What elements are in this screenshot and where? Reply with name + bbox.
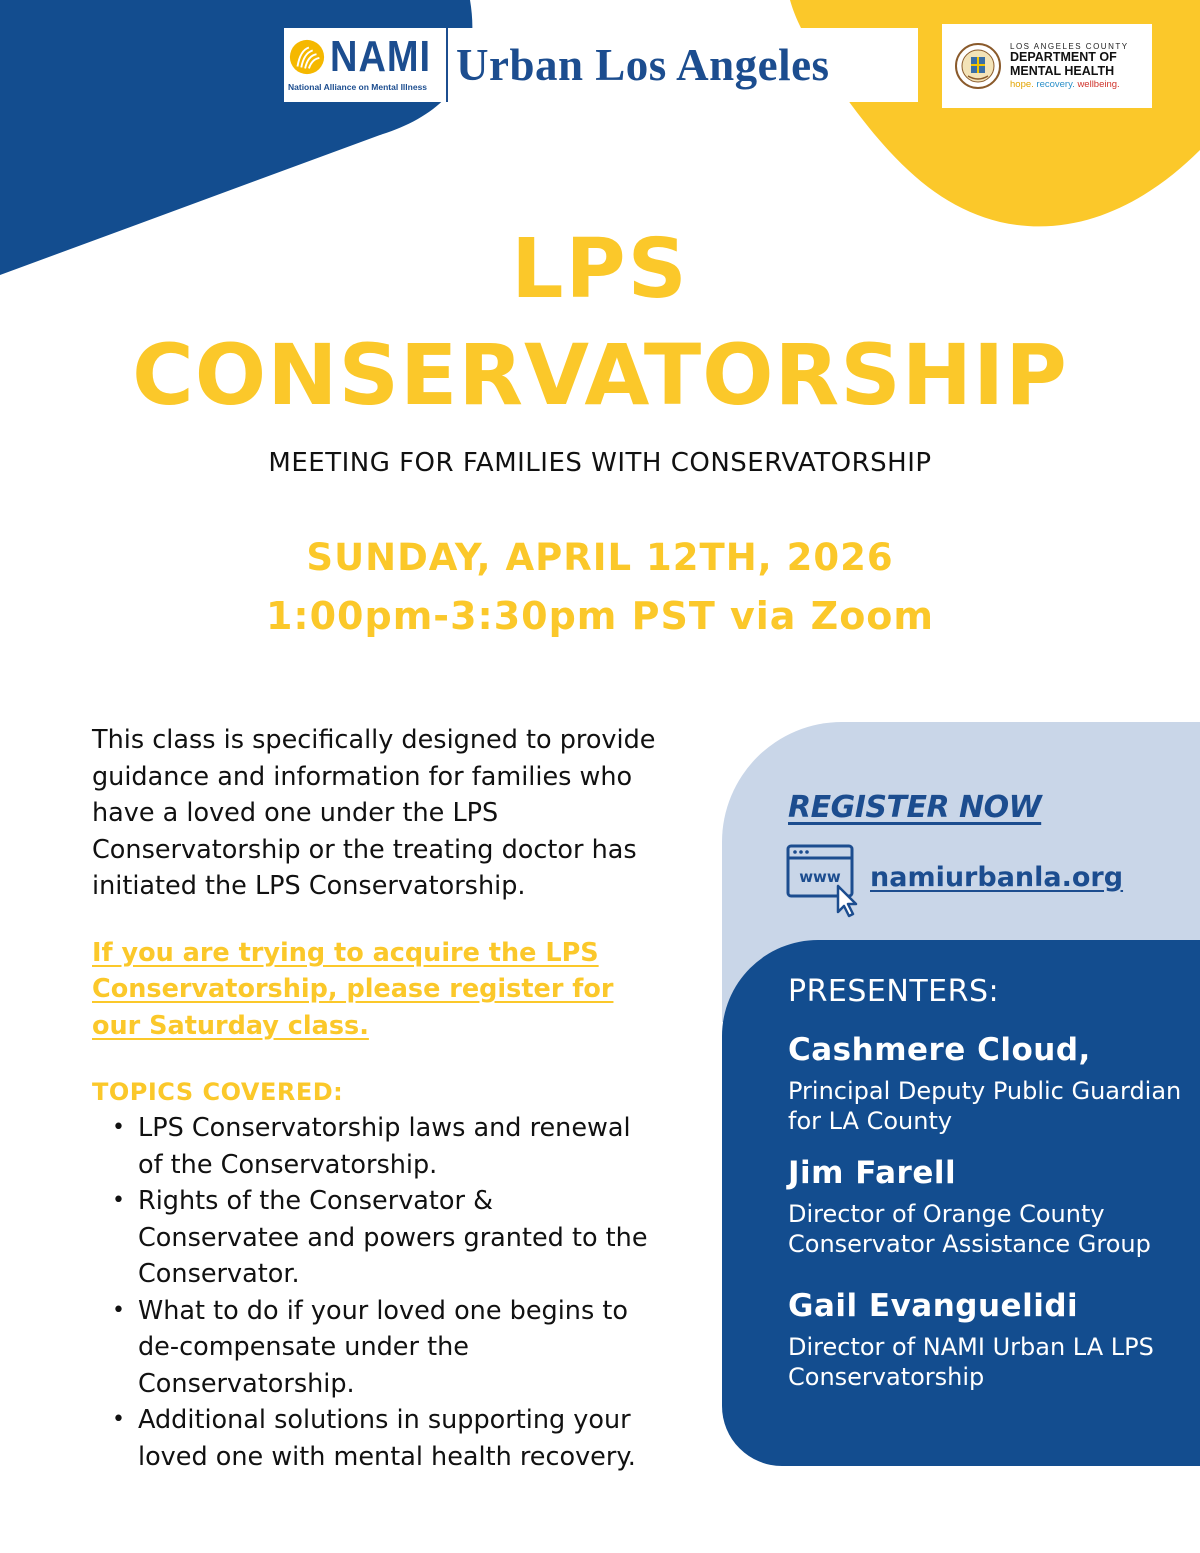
list-item: • LPS Conservatorship laws and renewal of the Conservatorship. xyxy=(92,1110,662,1183)
register-url-link[interactable]: namiurbanla.org xyxy=(870,862,1124,893)
slogan-wellbeing: wellbeing. xyxy=(1077,78,1120,90)
dmh-dept-line1: DEPARTMENT OF xyxy=(1010,50,1117,65)
nami-sun-icon xyxy=(288,38,326,76)
nami-tagline: National Alliance on Mental Illness xyxy=(288,82,428,92)
presenter-role: Director of Orange County Conservator Assistance Group xyxy=(788,1200,1151,1258)
website-browser-icon xyxy=(786,842,862,918)
org-title: Urban Los Angeles xyxy=(456,40,830,90)
presenters-panel xyxy=(722,940,1200,1466)
saturday-class-link[interactable]: If you are trying to acquire the LPS Conservatorship, please register for our Saturday class. xyxy=(92,937,614,1041)
list-item: • Rights of the Conservator & Conservatee and powers granted to the Conservator. xyxy=(92,1183,662,1293)
page-title-line2: CONSERVATORSHIP xyxy=(132,326,1068,424)
nami-wordmark: NAMI xyxy=(330,32,432,82)
description-column xyxy=(92,722,662,1475)
dmh-text xyxy=(1010,42,1129,89)
la-county-dmh-logo[interactable] xyxy=(942,24,1152,108)
county-seal-icon xyxy=(954,42,1002,90)
nami-mark xyxy=(284,28,448,102)
presenter-name: Cashmere Cloud, xyxy=(788,1032,1091,1068)
topics-list xyxy=(92,1110,662,1475)
presenter-name: Jim Farell xyxy=(788,1155,957,1191)
presenter-card xyxy=(788,1032,1188,1136)
slogan-hope: hope. xyxy=(1010,78,1034,90)
register-now-heading[interactable]: REGISTER NOW xyxy=(788,790,1042,825)
page-subtitle: MEETING FOR FAMILIES WITH CONSERVATORSHIP xyxy=(268,448,932,478)
event-time: 1:00pm-3:30pm PST via Zoom xyxy=(265,594,935,638)
presenter-role: Director of NAMI Urban LA LPS Conservatorship xyxy=(788,1333,1154,1391)
list-item: • Additional solutions in supporting your loved one with mental health recovery. xyxy=(92,1402,662,1475)
page-title-line1: LPS xyxy=(511,222,689,317)
presenter-name: Gail Evanguelidi xyxy=(788,1288,1079,1324)
presenters-heading: PRESENTERS: xyxy=(788,974,1000,1009)
event-date: SUNDAY, APRIL 12TH, 2026 xyxy=(306,536,894,579)
nami-urban-la-logo[interactable] xyxy=(284,28,918,102)
list-item: • What to do if your loved one begins to de-compensate under the Conservatorship. xyxy=(92,1293,662,1403)
topics-heading: TOPICS COVERED: xyxy=(92,1078,344,1106)
intro-paragraph: This class is specifically designed to provide guidance and information for families who have a loved one under the LPS Conservatorship or the treating doctor has initiated the LPS Conservatorship. xyxy=(92,725,656,901)
dmh-dept-line2: MENTAL HEALTH xyxy=(1010,63,1115,78)
presenter-card xyxy=(788,1155,1188,1259)
www-label: www xyxy=(799,868,841,886)
dmh-county: LOS ANGELES COUNTY xyxy=(1010,42,1129,52)
presenter-role: Principal Deputy Public Guardian for LA County xyxy=(788,1077,1182,1135)
slogan-recovery: recovery. xyxy=(1036,78,1075,90)
dmh-slogan xyxy=(1010,79,1129,90)
presenter-card xyxy=(788,1288,1188,1392)
